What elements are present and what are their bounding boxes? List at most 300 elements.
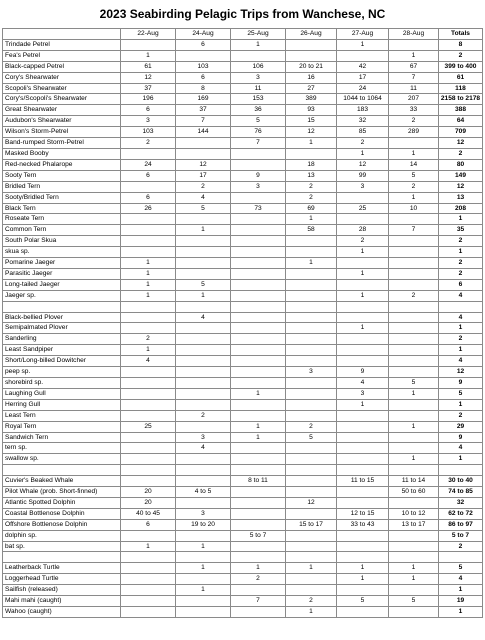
blank-row: [3, 301, 483, 312]
count-cell: [121, 410, 176, 421]
count-cell: 1: [389, 574, 439, 585]
count-cell: 3: [337, 181, 389, 192]
count-cell: 1: [121, 258, 176, 269]
total-cell: 208: [439, 203, 483, 214]
count-cell: [286, 312, 337, 323]
count-cell: 5: [176, 279, 231, 290]
total-cell: 5 to 7: [439, 530, 483, 541]
count-cell: [121, 399, 176, 410]
table-row: [3, 367, 483, 378]
count-cell: 11: [389, 83, 439, 94]
count-cell: 32: [337, 116, 389, 127]
species-name: Band-rumped Storm-Petrel: [3, 138, 121, 149]
count-cell: [337, 443, 389, 454]
count-cell: 1: [176, 585, 231, 596]
count-cell: 3: [231, 72, 286, 83]
count-cell: [121, 377, 176, 388]
count-cell: [389, 399, 439, 410]
count-cell: [176, 388, 231, 399]
count-cell: [286, 476, 337, 487]
count-cell: [176, 530, 231, 541]
total-cell: 5: [439, 388, 483, 399]
count-cell: [121, 323, 176, 334]
count-cell: 2: [176, 181, 231, 192]
count-cell: [337, 585, 389, 596]
count-cell: [176, 552, 231, 563]
count-cell: 4: [176, 312, 231, 323]
table-row: [3, 356, 483, 367]
count-cell: [337, 432, 389, 443]
count-cell: [389, 312, 439, 323]
table-body: [3, 39, 483, 617]
count-cell: [337, 497, 389, 508]
count-cell: 3: [121, 116, 176, 127]
species-name: Royal Tern: [3, 421, 121, 432]
count-cell: [286, 487, 337, 498]
count-cell: 7: [389, 225, 439, 236]
count-cell: [389, 39, 439, 50]
table-row: [3, 236, 483, 247]
header-species: [3, 29, 121, 40]
count-cell: [337, 410, 389, 421]
total-cell: 1: [439, 585, 483, 596]
count-cell: 11 to 14: [389, 476, 439, 487]
table-row: [3, 323, 483, 334]
count-cell: [389, 279, 439, 290]
count-cell: [231, 606, 286, 617]
count-cell: 1: [337, 563, 389, 574]
species-name: Herring Gull: [3, 399, 121, 410]
count-cell: [231, 465, 286, 476]
count-cell: [389, 530, 439, 541]
species-name: Cory's/Scopoli's Shearwater: [3, 94, 121, 105]
total-cell: 74 to 85: [439, 487, 483, 498]
total-cell: 12: [439, 138, 483, 149]
count-cell: [176, 345, 231, 356]
count-cell: [389, 247, 439, 258]
table-row: [3, 563, 483, 574]
table-row: [3, 574, 483, 585]
table-row: [3, 94, 483, 105]
header-date: 22-Aug: [121, 29, 176, 40]
count-cell: 2: [286, 421, 337, 432]
count-cell: [337, 192, 389, 203]
count-cell: [231, 148, 286, 159]
total-cell: 64: [439, 116, 483, 127]
count-cell: [337, 312, 389, 323]
header-date: 26-Aug: [286, 29, 337, 40]
species-name: Loggerhead Turtle: [3, 574, 121, 585]
table-row: [3, 585, 483, 596]
count-cell: 15: [286, 116, 337, 127]
species-name: Cory's Shearwater: [3, 72, 121, 83]
count-cell: 2: [389, 181, 439, 192]
header-date: 28-Aug: [389, 29, 439, 40]
species-name: bat sp.: [3, 541, 121, 552]
total-cell: 12: [439, 367, 483, 378]
count-cell: [176, 574, 231, 585]
species-name: tern sp.: [3, 443, 121, 454]
count-cell: 50 to 60: [389, 487, 439, 498]
species-name: Leatherback Turtle: [3, 563, 121, 574]
table-row: [3, 421, 483, 432]
count-cell: 17: [176, 170, 231, 181]
count-cell: 4: [337, 377, 389, 388]
count-cell: 93: [286, 105, 337, 116]
count-cell: [121, 530, 176, 541]
species-name: dolphin sp.: [3, 530, 121, 541]
count-cell: 5: [176, 203, 231, 214]
table-row: [3, 116, 483, 127]
count-cell: 15 to 17: [286, 519, 337, 530]
count-cell: [231, 323, 286, 334]
species-name: swallow sp.: [3, 454, 121, 465]
count-cell: [286, 279, 337, 290]
count-cell: [121, 596, 176, 607]
total-cell: 2: [439, 268, 483, 279]
count-cell: [231, 301, 286, 312]
table-row: [3, 61, 483, 72]
total-cell: 4: [439, 312, 483, 323]
count-cell: 27: [286, 83, 337, 94]
count-cell: [286, 323, 337, 334]
count-cell: 36: [231, 105, 286, 116]
count-cell: 99: [337, 170, 389, 181]
count-cell: [121, 388, 176, 399]
count-cell: 289: [389, 127, 439, 138]
count-cell: [389, 541, 439, 552]
species-name: Coastal Bottlenose Dolphin: [3, 508, 121, 519]
header-row: [3, 29, 483, 40]
species-name: Least Tern: [3, 410, 121, 421]
total-cell: 2: [439, 236, 483, 247]
table-row: [3, 530, 483, 541]
count-cell: 4: [176, 443, 231, 454]
species-name: Offshore Bottlenose Dolphin: [3, 519, 121, 530]
count-cell: 5: [231, 116, 286, 127]
count-cell: 37: [121, 83, 176, 94]
species-name: Mahi mahi (caught): [3, 596, 121, 607]
header-date: 24-Aug: [176, 29, 231, 40]
count-cell: 1: [286, 258, 337, 269]
count-cell: [231, 159, 286, 170]
count-cell: [176, 377, 231, 388]
table-row: [3, 225, 483, 236]
total-cell: 1: [439, 247, 483, 258]
table-row: [3, 487, 483, 498]
count-cell: [121, 236, 176, 247]
count-cell: [389, 138, 439, 149]
count-cell: 1: [337, 247, 389, 258]
count-cell: 2: [231, 574, 286, 585]
count-cell: 20: [121, 487, 176, 498]
blank-row: [3, 552, 483, 563]
species-name: Masked Booby: [3, 148, 121, 159]
species-name: Short/Long-billed Dowitcher: [3, 356, 121, 367]
species-name: Parasitic Jaeger: [3, 268, 121, 279]
count-cell: 12: [176, 159, 231, 170]
count-cell: [286, 377, 337, 388]
species-name: Fea's Petrel: [3, 50, 121, 61]
species-name: Sanderling: [3, 334, 121, 345]
count-cell: 4 to 5: [176, 487, 231, 498]
count-cell: [231, 585, 286, 596]
count-cell: 153: [231, 94, 286, 105]
count-cell: 2: [121, 138, 176, 149]
count-cell: [337, 530, 389, 541]
count-cell: [286, 50, 337, 61]
count-cell: [176, 356, 231, 367]
table-row: [3, 39, 483, 50]
count-cell: 20: [121, 497, 176, 508]
count-cell: 8 to 11: [231, 476, 286, 487]
count-cell: [121, 563, 176, 574]
count-cell: [176, 236, 231, 247]
count-cell: 13: [286, 170, 337, 181]
count-cell: [286, 236, 337, 247]
count-cell: 10: [389, 203, 439, 214]
count-cell: [231, 258, 286, 269]
count-cell: 9: [231, 170, 286, 181]
count-cell: 1: [176, 225, 231, 236]
count-cell: 1: [176, 563, 231, 574]
page-title: 2023 Seabirding Pelagic Trips from Wanchese, NC: [99, 7, 386, 21]
species-name: [3, 552, 121, 563]
count-cell: [389, 268, 439, 279]
count-cell: 6: [176, 39, 231, 50]
count-cell: [337, 541, 389, 552]
count-cell: 3: [286, 367, 337, 378]
count-cell: [389, 432, 439, 443]
table-row: [3, 410, 483, 421]
total-cell: [439, 301, 483, 312]
total-cell: 4: [439, 356, 483, 367]
total-cell: 86 to 97: [439, 519, 483, 530]
count-cell: 1: [389, 454, 439, 465]
count-cell: [121, 432, 176, 443]
count-cell: [231, 290, 286, 301]
count-cell: [231, 541, 286, 552]
species-name: [3, 301, 121, 312]
total-cell: 13: [439, 192, 483, 203]
count-cell: 9: [337, 367, 389, 378]
species-name: skua sp.: [3, 247, 121, 258]
count-cell: 42: [337, 61, 389, 72]
total-cell: 2: [439, 334, 483, 345]
count-cell: [286, 268, 337, 279]
count-cell: [231, 334, 286, 345]
count-cell: [389, 497, 439, 508]
species-name: Sooty Tern: [3, 170, 121, 181]
count-cell: [337, 258, 389, 269]
count-cell: 1: [121, 279, 176, 290]
count-cell: [231, 410, 286, 421]
count-cell: 1: [121, 50, 176, 61]
count-cell: 1: [231, 388, 286, 399]
count-cell: [121, 585, 176, 596]
species-name: Black-capped Petrel: [3, 61, 121, 72]
count-cell: [286, 585, 337, 596]
count-cell: 61: [121, 61, 176, 72]
total-cell: 12: [439, 181, 483, 192]
total-cell: [439, 465, 483, 476]
count-cell: 14: [389, 159, 439, 170]
total-cell: 2: [439, 148, 483, 159]
count-cell: 1: [389, 50, 439, 61]
total-cell: 388: [439, 105, 483, 116]
count-cell: [389, 214, 439, 225]
total-cell: 399 to 400: [439, 61, 483, 72]
count-cell: [121, 443, 176, 454]
count-cell: [121, 465, 176, 476]
table-row: [3, 497, 483, 508]
species-name: South Polar Skua: [3, 236, 121, 247]
count-cell: 13 to 17: [389, 519, 439, 530]
total-cell: 80: [439, 159, 483, 170]
count-cell: 2: [389, 290, 439, 301]
species-name: [3, 465, 121, 476]
blank-row: [3, 465, 483, 476]
table-row: [3, 508, 483, 519]
table-row: [3, 519, 483, 530]
count-cell: [231, 236, 286, 247]
count-cell: 169: [176, 94, 231, 105]
count-cell: [231, 50, 286, 61]
count-cell: [231, 377, 286, 388]
count-cell: 12 to 15: [337, 508, 389, 519]
count-cell: [286, 148, 337, 159]
count-cell: [337, 487, 389, 498]
count-cell: 1: [286, 606, 337, 617]
species-name: Atlantic Spotted Dolphin: [3, 497, 121, 508]
total-cell: [439, 552, 483, 563]
species-name: Common Tern: [3, 225, 121, 236]
count-cell: [337, 552, 389, 563]
count-cell: [286, 508, 337, 519]
count-cell: 1: [389, 192, 439, 203]
count-cell: [176, 214, 231, 225]
total-cell: 9: [439, 432, 483, 443]
table-row: [3, 148, 483, 159]
count-cell: 1: [231, 39, 286, 50]
count-cell: [337, 214, 389, 225]
species-name: Wahoo (caught): [3, 606, 121, 617]
total-cell: 709: [439, 127, 483, 138]
total-cell: 2: [439, 541, 483, 552]
count-cell: [389, 334, 439, 345]
count-cell: [231, 345, 286, 356]
count-cell: 1: [121, 345, 176, 356]
count-cell: [389, 606, 439, 617]
table-row: [3, 203, 483, 214]
total-cell: 29: [439, 421, 483, 432]
count-cell: 69: [286, 203, 337, 214]
count-cell: 6: [121, 170, 176, 181]
count-cell: 3: [176, 432, 231, 443]
count-cell: [389, 258, 439, 269]
count-cell: 7: [389, 72, 439, 83]
count-cell: 10 to 12: [389, 508, 439, 519]
total-cell: 4: [439, 290, 483, 301]
count-cell: [286, 574, 337, 585]
count-cell: [286, 290, 337, 301]
count-cell: 1: [337, 323, 389, 334]
table-row: [3, 606, 483, 617]
count-cell: 8: [176, 83, 231, 94]
species-name: Scopoli's Shearwater: [3, 83, 121, 94]
count-cell: 7: [176, 116, 231, 127]
count-cell: [286, 334, 337, 345]
count-cell: [121, 225, 176, 236]
count-cell: [389, 410, 439, 421]
count-cell: [286, 388, 337, 399]
count-cell: 5: [389, 377, 439, 388]
species-name: Cuvier's Beaked Whale: [3, 476, 121, 487]
count-cell: 1: [286, 563, 337, 574]
total-cell: 2: [439, 50, 483, 61]
species-table: [2, 28, 483, 618]
species-name: Red-necked Phalarope: [3, 159, 121, 170]
count-cell: 103: [176, 61, 231, 72]
count-cell: [231, 192, 286, 203]
count-cell: 2: [337, 138, 389, 149]
species-name: Semipalmated Plover: [3, 323, 121, 334]
header-date: 27-Aug: [337, 29, 389, 40]
count-cell: 25: [337, 203, 389, 214]
count-cell: [286, 399, 337, 410]
species-name: Pilot Whale (prob. Short-finned): [3, 487, 121, 498]
header-date: 25-Aug: [231, 29, 286, 40]
count-cell: [176, 323, 231, 334]
species-name: Audubon's Shearwater: [3, 116, 121, 127]
table-row: [3, 192, 483, 203]
count-cell: [231, 454, 286, 465]
total-cell: 149: [439, 170, 483, 181]
table-row: [3, 454, 483, 465]
count-cell: [176, 138, 231, 149]
count-cell: 20 to 21: [286, 61, 337, 72]
species-name: Black Tern: [3, 203, 121, 214]
count-cell: [231, 367, 286, 378]
count-cell: 12: [286, 497, 337, 508]
count-cell: 11 to 15: [337, 476, 389, 487]
total-cell: 32: [439, 497, 483, 508]
count-cell: [231, 519, 286, 530]
table-row: [3, 334, 483, 345]
count-cell: [389, 465, 439, 476]
count-cell: 1: [231, 432, 286, 443]
header-totals: Totals: [439, 29, 483, 40]
count-cell: [176, 421, 231, 432]
count-cell: [231, 443, 286, 454]
count-cell: [286, 247, 337, 258]
count-cell: 37: [176, 105, 231, 116]
count-cell: [121, 148, 176, 159]
total-cell: 19: [439, 596, 483, 607]
count-cell: 58: [286, 225, 337, 236]
count-cell: [231, 497, 286, 508]
count-cell: [337, 279, 389, 290]
table-row: [3, 170, 483, 181]
count-cell: [176, 258, 231, 269]
count-cell: 5: [389, 596, 439, 607]
total-cell: 1: [439, 454, 483, 465]
count-cell: 6: [121, 192, 176, 203]
total-cell: 30 to 40: [439, 476, 483, 487]
count-cell: 1: [389, 148, 439, 159]
count-cell: [121, 181, 176, 192]
count-cell: 6: [176, 72, 231, 83]
